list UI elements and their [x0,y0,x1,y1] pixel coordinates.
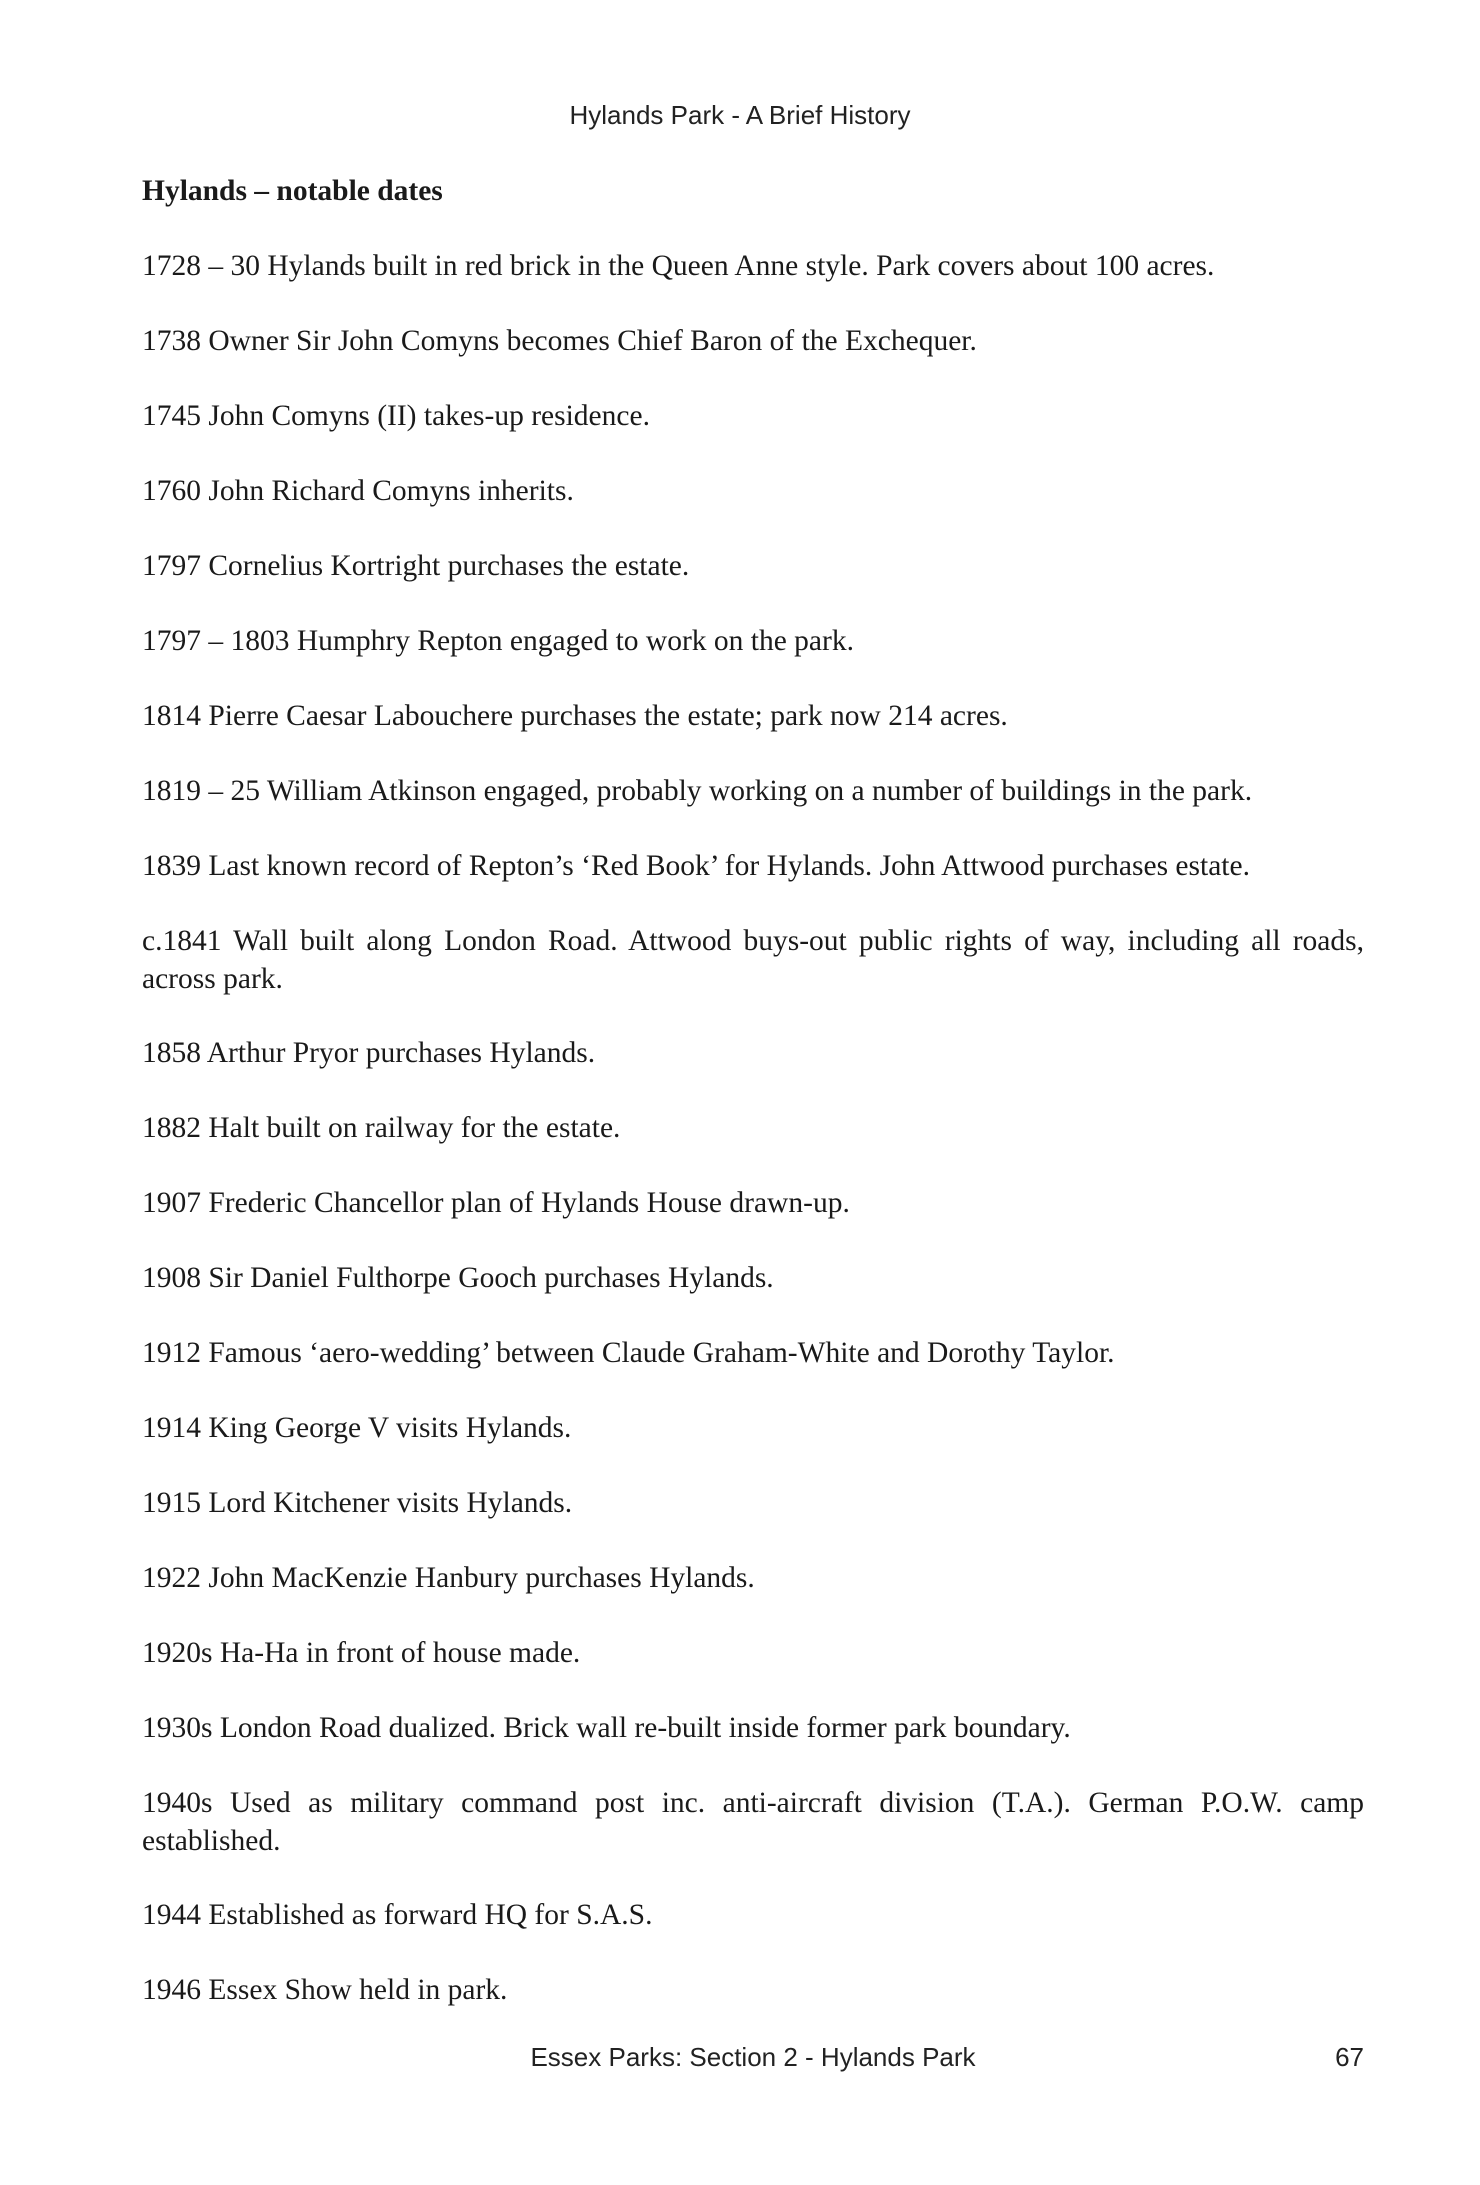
page-body [142,172,1364,2046]
timeline-entry: c.1841 Wall built along London Road. Attwood buys-out public rights of way, including all roads, across park. [142,925,1364,995]
timeline-entry: 1908 Sir Daniel Fulthorpe Gooch purchases Hylands. [142,1262,774,1294]
timeline-entry: 1914 King George V visits Hylands. [142,1412,572,1444]
timeline-entry: 1745 John Comyns (II) takes-up residence. [142,400,650,432]
timeline-entry: 1882 Halt built on railway for the estate. [142,1112,621,1144]
timeline-entry: 1940s Used as military command post inc. anti-aircraft division (T.A.). German P.O.W. camp established. [142,1787,1364,1857]
timeline-entry: 1944 Established as forward HQ for S.A.S. [142,1899,653,1931]
timeline-entry: 1814 Pierre Caesar Labouchere purchases the estate; park now 214 acres. [142,700,1008,732]
page-number: 67 [1335,2042,1364,2072]
timeline-entry: 1858 Arthur Pryor purchases Hylands. [142,1037,596,1069]
timeline-list [142,247,1364,2009]
timeline-entry: 1915 Lord Kitchener visits Hylands. [142,1487,573,1519]
timeline-entry: 1738 Owner Sir John Comyns becomes Chief Baron of the Exchequer. [142,325,977,357]
timeline-entry: 1819 – 25 William Atkinson engaged, probably working on a number of buildings in the park. [142,775,1253,807]
timeline-entry: 1912 Famous ‘aero-wedding’ between Claude Graham-White and Dorothy Taylor. [142,1337,1115,1369]
running-footer [142,2039,1364,2075]
timeline-entry: 1728 – 30 Hylands built in red brick in the Queen Anne style. Park covers about 100 acres. [142,250,1215,282]
timeline-entry: 1920s Ha-Ha in front of house made. [142,1637,581,1669]
timeline-entry: 1930s London Road dualized. Brick wall re-built inside former park boundary. [142,1712,1071,1744]
timeline-entry: 1797 – 1803 Humphry Repton engaged to work on the park. [142,625,854,657]
timeline-entry: 1760 John Richard Comyns inherits. [142,475,574,507]
running-header: Hylands Park - A Brief History [569,100,911,130]
timeline-entry: 1839 Last known record of Repton’s ‘Red Book’ for Hylands. John Attwood purchases estate. [142,850,1250,882]
timeline-entry: 1946 Essex Show held in park. [142,1974,508,2006]
section-heading: Hylands – notable dates [142,175,443,207]
timeline-entry: 1922 John MacKenzie Hanbury purchases Hylands. [142,1562,755,1594]
footer-title: Essex Parks: Section 2 - Hylands Park [530,2042,976,2072]
timeline-entry: 1907 Frederic Chancellor plan of Hylands House drawn-up. [142,1187,850,1219]
timeline-entry: 1797 Cornelius Kortright purchases the estate. [142,550,690,582]
